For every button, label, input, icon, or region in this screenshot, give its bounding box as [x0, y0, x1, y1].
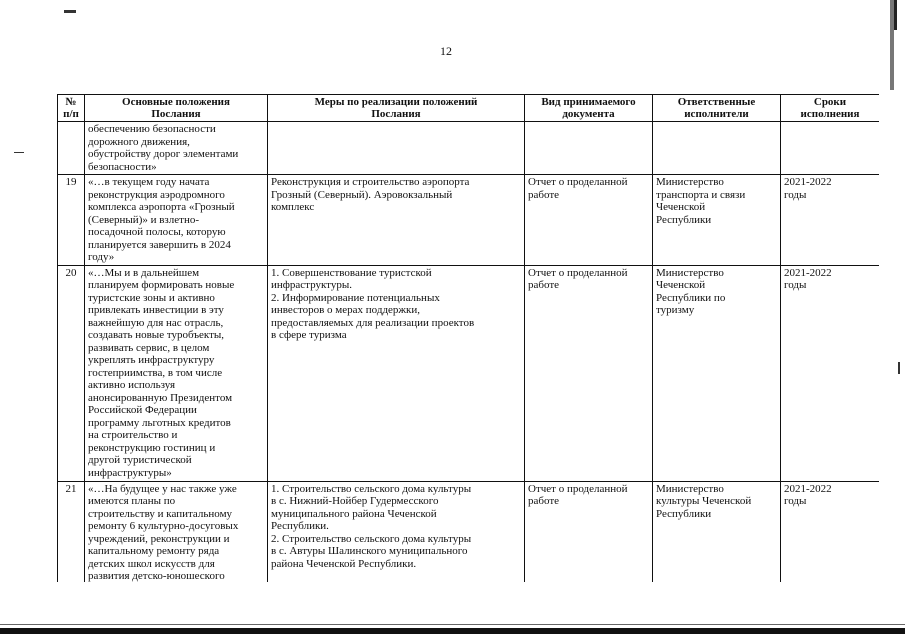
- header-measures-line1: Меры по реализации положений: [314, 96, 478, 108]
- row-deadline: 2021-2022 годы: [781, 265, 880, 481]
- row-doc-type: [525, 122, 653, 175]
- row-executors: [653, 122, 781, 175]
- table-row: [58, 481, 880, 582]
- row-doc-type: Отчет о проделанной работе: [525, 265, 653, 481]
- header-provision-line1: Основные положения: [122, 96, 230, 108]
- row-measures: Реконструкция и строительство аэропорта Грозный (Северный). Аэровокзальный комплекс: [268, 175, 525, 266]
- row-executors: Министерство Чеченской Республики по туризму: [653, 265, 781, 481]
- row-doc-type: Отчет о проделанной работе: [525, 175, 653, 266]
- header-provision-line2: Послания: [151, 108, 201, 120]
- row-provision: «…На будущее у нас также уже имеются планы по строительству и капитальному ремонту 6 культурно-досуговых учреждений, реконструкции и капитальному ремонту ряда детских школ искусств для развития детско-юношеского: [85, 481, 268, 582]
- header-doc-type: [525, 95, 653, 122]
- header-deadline-line2: исполнения: [800, 108, 860, 120]
- row-number: 20: [58, 265, 85, 481]
- row-deadline: 2021-2022 годы: [781, 175, 880, 266]
- page-number: 12: [440, 44, 452, 58]
- row-executors: Министерство культуры Чеченской Республики: [653, 481, 781, 582]
- row-number: [58, 122, 85, 175]
- row-executors: Министерство транспорта и связи Чеченской Республики: [653, 175, 781, 266]
- row-deadline: 2021-2022 годы: [781, 481, 880, 582]
- header-deadline-line1: Сроки: [813, 96, 847, 108]
- row-measures: 1. Строительство сельского дома культуры в с. Нижний-Нойбер Гудермесского муниципального района Чеченской Республики. 2. Строительство сельского дома культуры в с. Автуры Шалинского муниципального района Чеченской Республики.: [268, 481, 525, 582]
- table-row: [58, 122, 880, 175]
- row-deadline: [781, 122, 880, 175]
- table-header-row: [58, 95, 880, 122]
- header-num-line2: п/п: [63, 108, 79, 120]
- scan-artifact-top: [64, 10, 76, 13]
- row-measures: 1. Совершенствование туристской инфраструктуры. 2. Информирование потенциальных инвесторов о мерах поддержки, предоставляемых для реализации проектов в сфере туризма: [268, 265, 525, 481]
- scan-artifact-tick-left: [14, 152, 24, 153]
- scan-artifact-bottom-bar: [0, 628, 905, 634]
- table-row: [58, 265, 880, 481]
- measures-table: [57, 94, 879, 582]
- row-provision: обеспечению безопасности дорожного движения, обустройству дорог элементами безопасности»: [85, 122, 268, 175]
- header-doc-type-line1: Вид принимаемого: [541, 96, 636, 108]
- table-viewport: [57, 94, 879, 582]
- header-executors-line2: исполнители: [684, 108, 749, 120]
- row-number: 21: [58, 481, 85, 582]
- header-num-line1: №: [65, 96, 77, 108]
- header-measures-line2: Послания: [371, 108, 421, 120]
- header-num: [58, 95, 85, 122]
- scan-artifact-bottom-line: [0, 624, 905, 625]
- table-row: [58, 175, 880, 266]
- header-deadline: [781, 95, 880, 122]
- header-executors-line1: Ответственные: [677, 96, 756, 108]
- row-provision: «…в текущем году начата реконструкция аэродромного комплекса аэропорта «Грозный (Северный)» и взлетно- посадочной полосы, которую планируется завершить в 2024 году»: [85, 175, 268, 266]
- header-doc-type-line2: документа: [562, 108, 615, 120]
- row-doc-type: Отчет о проделанной работе: [525, 481, 653, 582]
- row-provision: «…Мы и в дальнейшем планируем формировать новые туристские зоны и активно привлекать инвестиции в эту важнейшую для нас отрасль, создавать новые туробъекты, развивать сервис, в целом укреплять инфраструктуру гостеприимства, в том числе активно используя анонсированную Президентом Российской Федерации программу льготных кредитов на строительство и реконструкцию гостиниц и другой туристической инфраструктуры»: [85, 265, 268, 481]
- header-executors: [653, 95, 781, 122]
- header-provision: [85, 95, 268, 122]
- scan-artifact-edge-dark: [894, 0, 897, 30]
- row-number: 19: [58, 175, 85, 266]
- header-measures: [268, 95, 525, 122]
- row-measures: [268, 122, 525, 175]
- scan-artifact-tick-right: [898, 362, 900, 374]
